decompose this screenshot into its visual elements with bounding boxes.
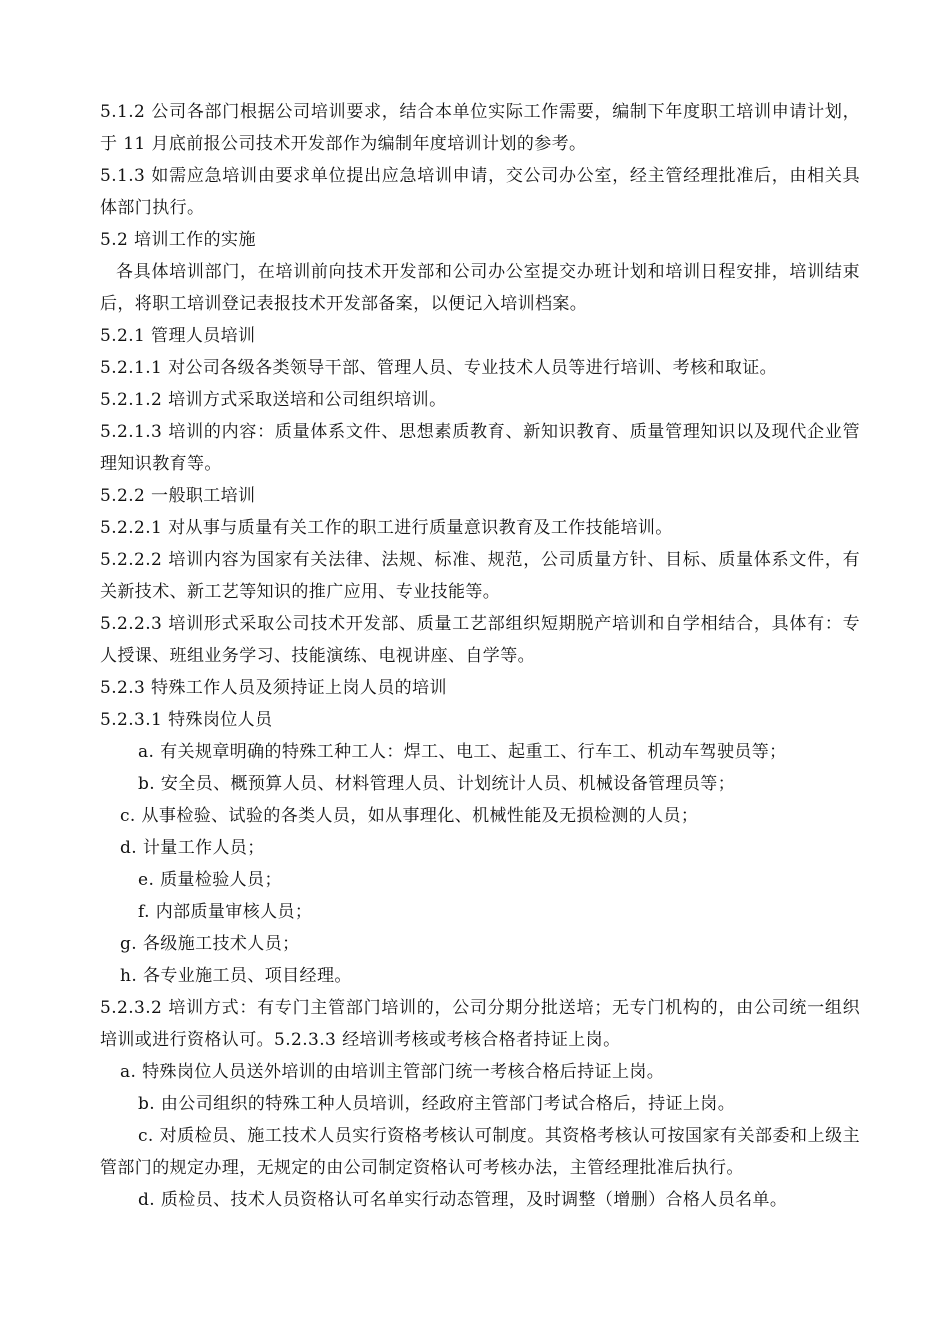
document-body [100,96,860,1216]
sub-item-c: c. 对质检员、施工技术人员实行资格考核认可制度。其资格考核认可按国家有关部委和上级主管部门的规定办理，无规定的由公司制定资格认可考核办法，主管经理批准后执行。 [100,1126,860,1178]
heading-5-2: 5.2 培训工作的实施 [100,230,256,250]
list-item-f: f. 内部质量审核人员； [138,902,313,922]
clause-5-2-3-1: 5.2.3.1 特殊岗位人员 [100,710,273,730]
list-item-d: d. 计量工作人员； [120,838,265,858]
sub-item-d: d. 质检员、技术人员资格认可名单实行动态管理，及时调整（增删）合格人员名单。 [138,1190,788,1210]
sub-item-a: a. 特殊岗位人员送外培训的由培训主管部门统一考核合格后持证上岗。 [120,1062,665,1082]
clause-5-2-2-2: 5.2.2.2 培训内容为国家有关法律、法规、标准、规范，公司质量方针、目标、质量体系文件，有关新技术、新工艺等知识的推广应用、专业技能等。 [100,550,860,602]
clause-5-2-2-3: 5.2.2.3 培训形式采取公司技术开发部、质量工艺部组织短期脱产培训和自学相结合，具体有：专人授课、班组业务学习、技能演练、电视讲座、自学等。 [100,614,860,666]
clause-5-2-1-1: 5.2.1.1 对公司各级各类领导干部、管理人员、专业技术人员等进行培训、考核和取证。 [100,358,778,378]
sub-item-b: b. 由公司组织的特殊工种人员培训，经政府主管部门考试合格后，持证上岗。 [138,1094,736,1114]
heading-5-2-1: 5.2.1 管理人员培训 [100,326,256,346]
list-item-a: a. 有关规章明确的特殊工种工人：焊工、电工、起重工、行车工、机动车驾驶员等； [138,742,787,762]
clause-5-2-1-3: 5.2.1.3 培训的内容：质量体系文件、思想素质教育、新知识教育、质量管理知识以及现代企业管理知识教育等。 [100,422,860,474]
clause-5-1-3: 5.1.3 如需应急培训由要求单位提出应急培训申请，交公司办公室，经主管经理批准后，由相关具体部门执行。 [100,166,860,218]
clause-5-2-3-2: 5.2.3.2 培训方式：有专门主管部门培训的，公司分期分批送培；无专门机构的，由公司统一组织培训或进行资格认可。5.2.3.3 经培训考核或考核合格者持证上岗。 [100,998,860,1050]
heading-5-2-3: 5.2.3 特殊工作人员及须持证上岗人员的培训 [100,678,447,698]
clause-5-1-2: 5.1.2 公司各部门根据公司培训要求，结合本单位实际工作需要，编制下年度职工培训申请计划，于 11 月底前报公司技术开发部作为编制年度培训计划的参考。 [100,102,860,154]
clause-5-2-2-1: 5.2.2.1 对从事与质量有关工作的职工进行质量意识教育及工作技能培训。 [100,518,673,538]
list-item-h: h. 各专业施工员、项目经理。 [120,966,352,986]
paragraph-5-2-intro: 各具体培训部门，在培训前向技术开发部和公司办公室提交办班计划和培训日程安排，培训结束后，将职工培训登记表报技术开发部备案，以便记入培训档案。 [100,262,860,314]
list-item-c: c. 从事检验、试验的各类人员，如从事理化、机械性能及无损检测的人员； [120,806,699,826]
list-item-e: e. 质量检验人员； [138,870,282,890]
list-item-g: g. 各级施工技术人员； [120,934,300,954]
clause-5-2-1-2: 5.2.1.2 培训方式采取送培和公司组织培训。 [100,390,447,410]
heading-5-2-2: 5.2.2 一般职工培训 [100,486,256,506]
list-item-b: b. 安全员、概预算人员、材料管理人员、计划统计人员、机械设备管理员等； [138,774,736,794]
